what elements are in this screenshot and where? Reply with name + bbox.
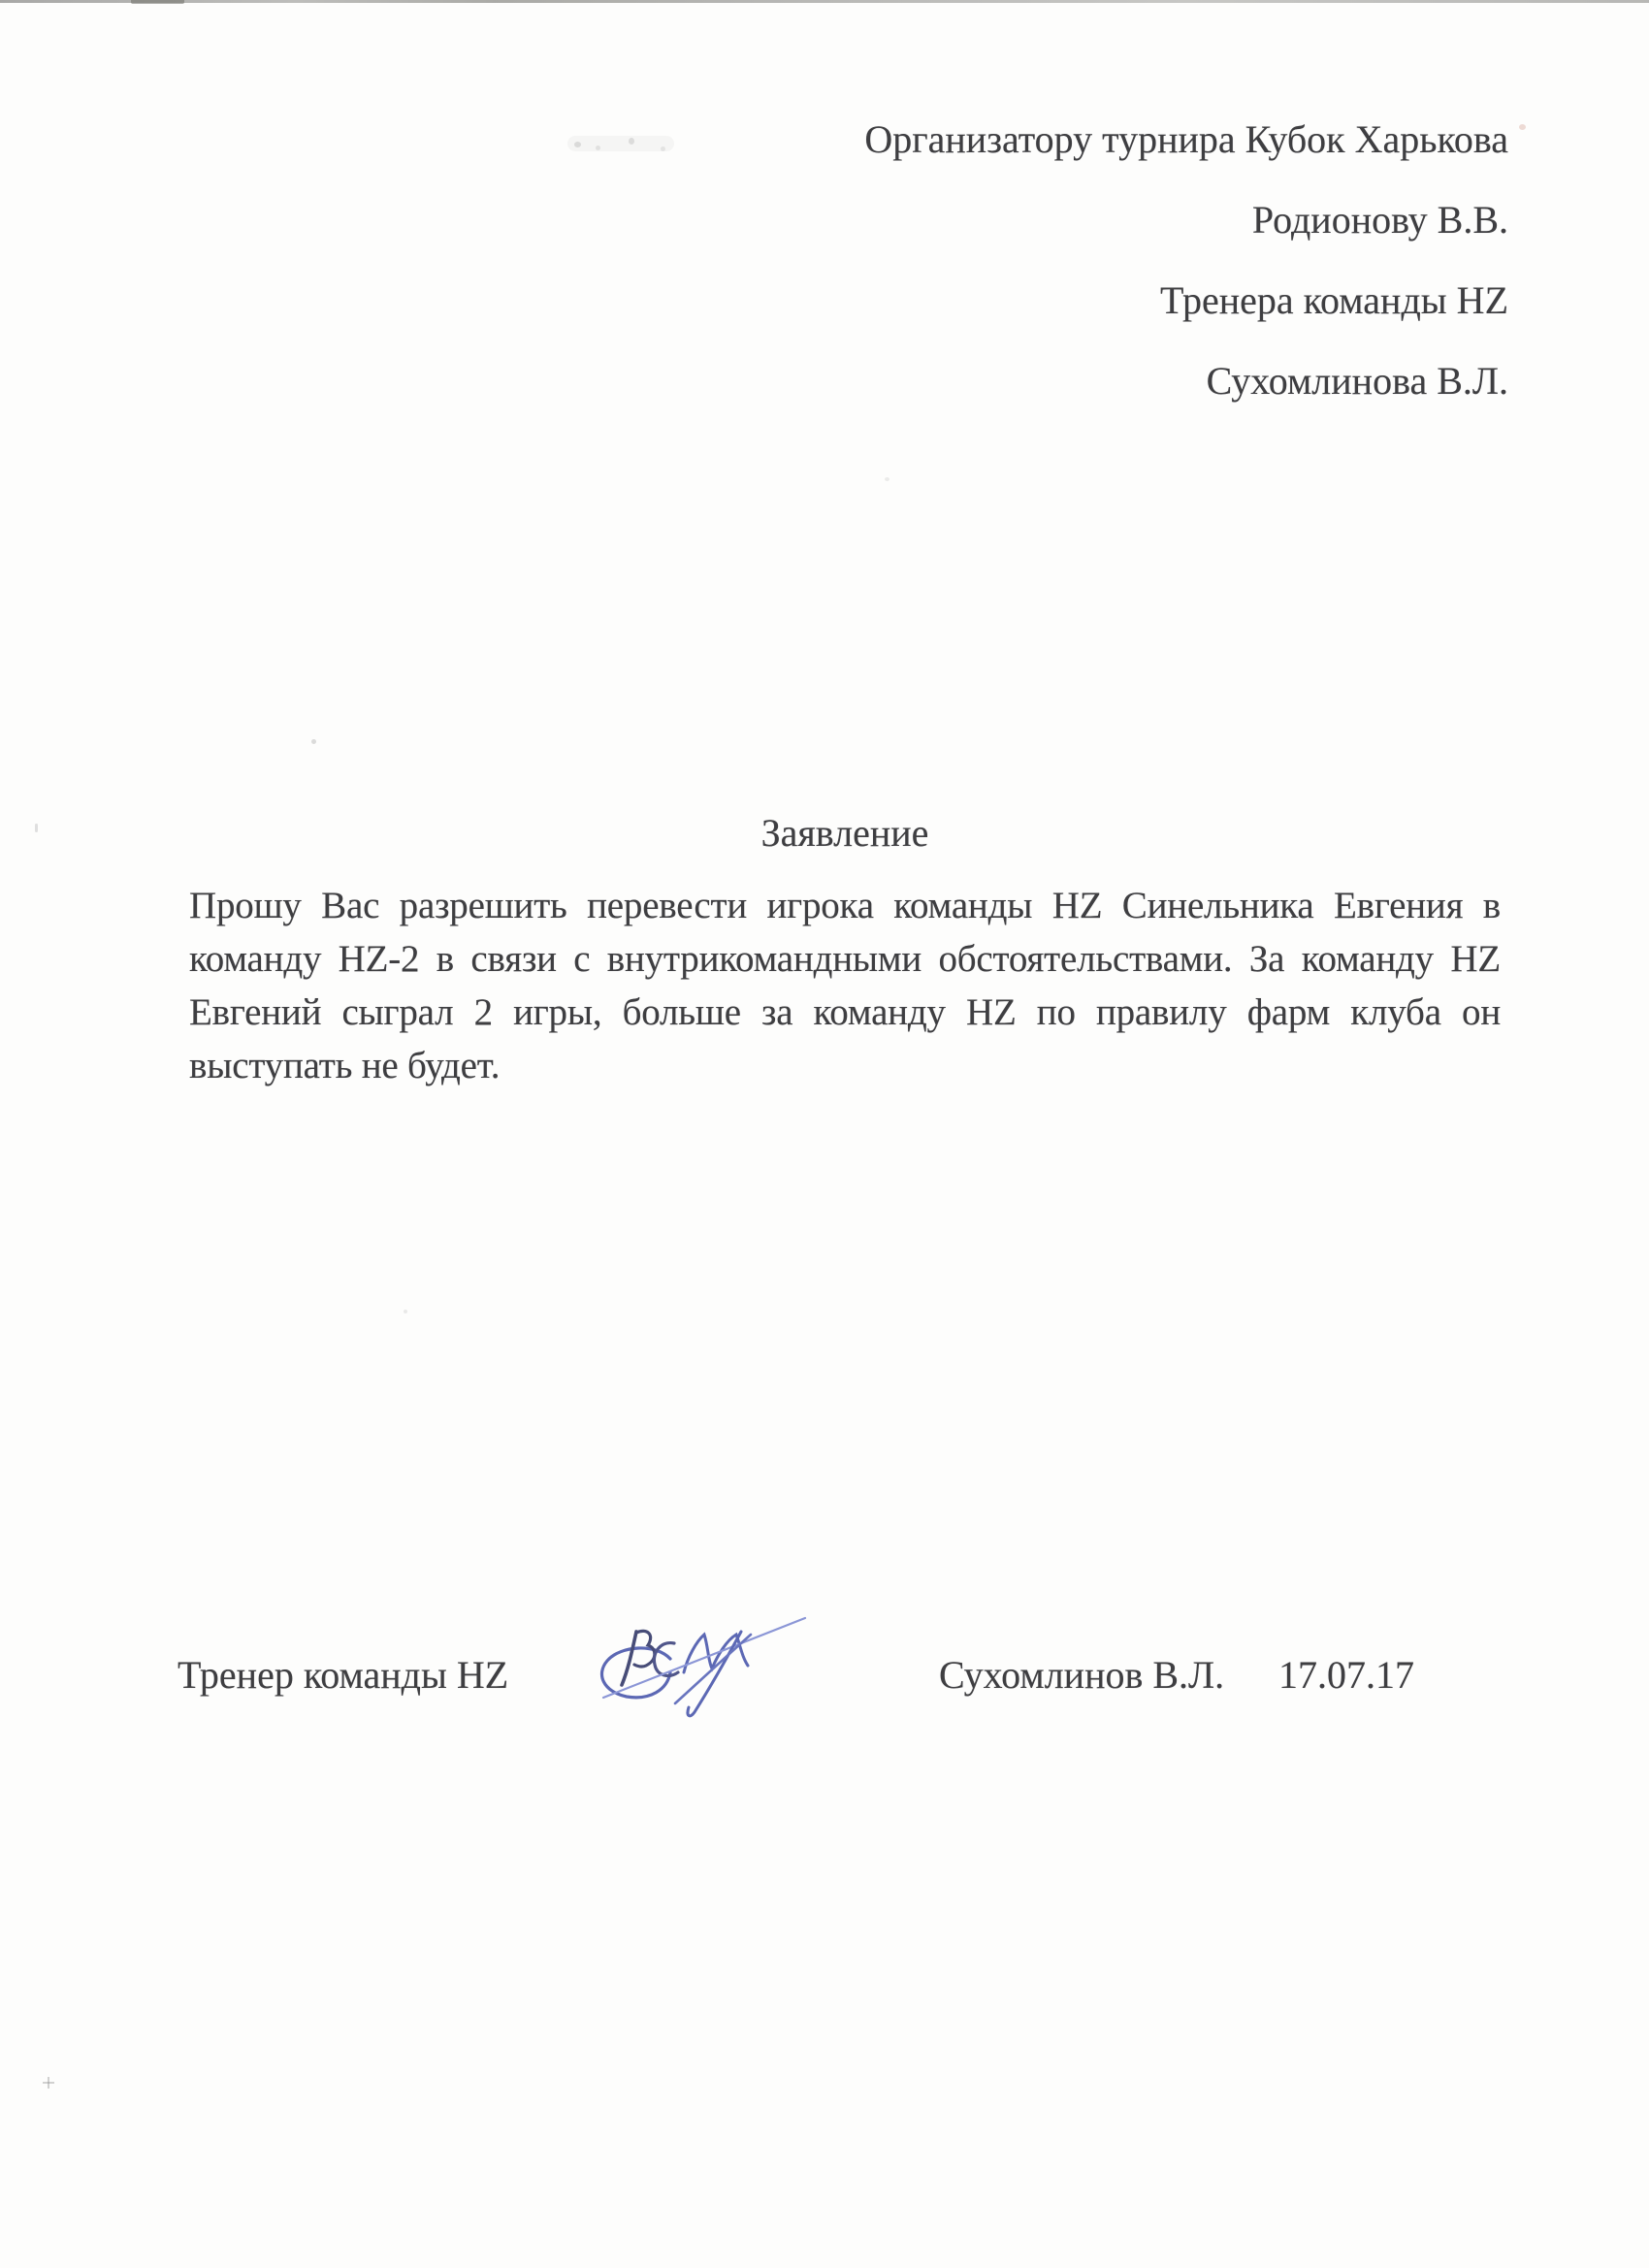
sender-role-line: Тренера команды HZ (1160, 278, 1508, 322)
body-line-3: Евгений сыграл 2 игры, больше за команду HZ по правилу фарм клуба он (189, 991, 1501, 1033)
body-line-4: выступать не будет. (189, 1045, 501, 1086)
scan-smudge (567, 136, 674, 151)
letter-title: Заявление (760, 811, 929, 855)
letter-body (189, 879, 1501, 1092)
scan-speck (35, 824, 38, 832)
scan-speck (574, 142, 581, 147)
scan-speck (1519, 124, 1526, 130)
scan-speck (661, 146, 665, 151)
recipient-line-organizer: Организатору турнира Кубок Харькова (864, 117, 1508, 161)
recipient-line-name: Родионову В.В. (1251, 198, 1508, 242)
scan-speck (596, 146, 600, 150)
scan-speck (404, 1310, 407, 1313)
signer-role-label: Тренер команды HZ (178, 1653, 509, 1697)
recipient-block (679, 117, 1508, 439)
body-line-1: Прошу Вас разрешить перевести игрока команды HZ Синельника Евгения в (189, 885, 1501, 926)
scan-speck (885, 477, 889, 481)
signer-name: Сухомлинов В.Л. (939, 1653, 1225, 1697)
scan-speck (311, 739, 316, 744)
scan-edge-artifact (0, 0, 1649, 3)
body-line-2: команду HZ-2 в связи с внутрикомандными обстоятельствами. За команду HZ (189, 938, 1501, 980)
signature-date: 17.07.17 (1278, 1653, 1414, 1697)
sender-name-line: Сухомлинова В.Л. (1206, 359, 1508, 403)
handwritten-signature-icon (561, 1603, 844, 1766)
scan-speck (629, 138, 634, 145)
registration-mark-artifact (48, 2077, 49, 2089)
scan-edge-artifact-blob (131, 0, 184, 4)
